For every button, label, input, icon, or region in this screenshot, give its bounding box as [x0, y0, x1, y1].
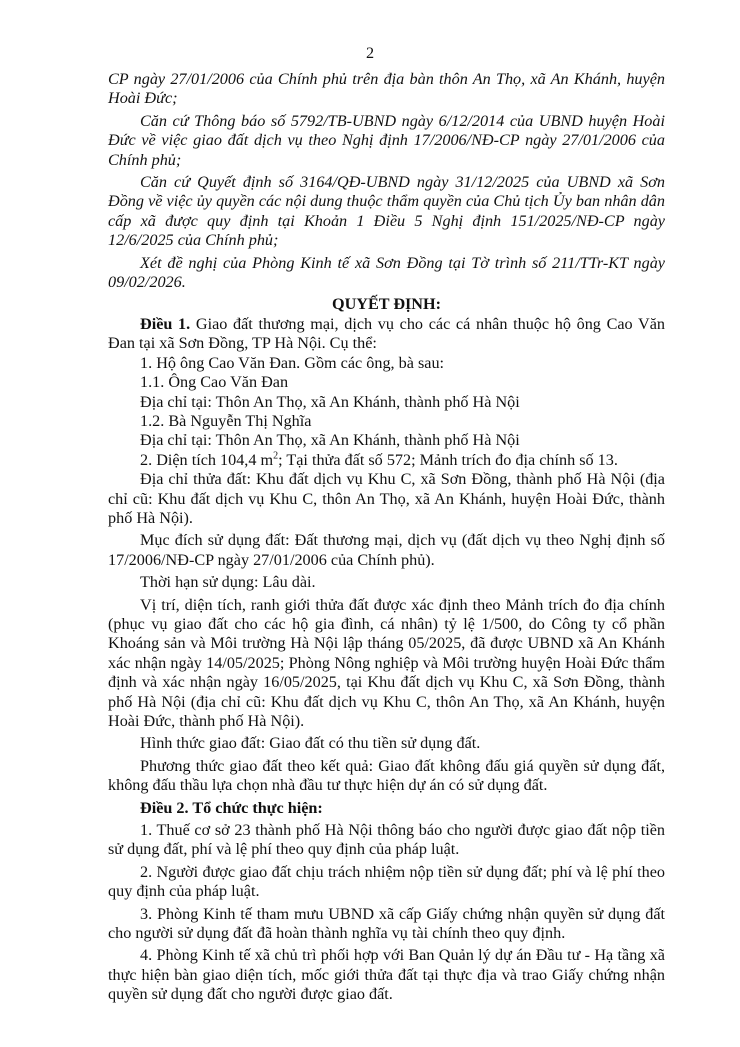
- preamble-proposal: Xét đề nghị của Phòng Kinh tế xã Sơn Đồng tại Tờ trình số 211/TTr-KT ngày 09/02/2026.: [108, 253, 665, 292]
- preamble-continuation: CP ngày 27/01/2006 của Chính phủ trên địa bàn thôn An Thọ, xã An Khánh, huyện Hoài Đức;: [108, 70, 665, 108]
- member-1-name: 1.1. Ông Cao Văn Đan: [140, 373, 289, 392]
- parcel-address: Địa chỉ thửa đất: Khu đất dịch vụ Khu C, xã Sơn Đồng, thành phố Hà Nội (địa chỉ cũ: Khu đất dịch vụ Khu C, thôn An Thọ, xã An Khánh, huyện Hoài Đức, thành phố Hà Nội).: [108, 470, 665, 527]
- article-2-item-2: 2. Người được giao đất chịu trách nhiệm nộp tiền sử dụng đất; phí và lệ phí theo quy định của pháp luật.: [108, 862, 665, 901]
- article-1-text: Giao đất thương mại, dịch vụ cho các cá nhân thuộc hộ ông Cao Văn Đan tại xã Sơn Đồng, TP Hà Nội. Cụ thể:: [108, 314, 666, 353]
- area-line: [108, 451, 665, 470]
- member-2-address: Địa chỉ tại: Thôn An Thọ, xã An Khánh, thành phố Hà Nội: [140, 431, 520, 450]
- household-line: 1. Hộ ông Cao Văn Đan. Gồm các ông, bà sau:: [140, 353, 445, 372]
- preamble-basis-decision: Căn cứ Quyết định số 3164/QĐ-UBND ngày 31/12/2025 của UBND xã Sơn Đồng về việc ủy quyền các nội dung thuộc thẩm quyền của Chủ tịch Ủy ban nhân dân cấp xã được quy định tại Khoản 1 Điều 5 Nghị định 151/2025/NĐ-CP ngày 12/6/2025 của Chính phủ;: [108, 173, 665, 250]
- preamble-basis-notice: Căn cứ Thông báo số 5792/TB-UBND ngày 6/12/2014 của UBND huyện Hoài Đức về việc giao đất dịch vụ theo Nghị định 17/2006/NĐ-CP ngày 27/01/2006 của Chính phủ;: [108, 111, 665, 169]
- land-use-purpose: Mục đích sử dụng đất: Đất thương mại, dịch vụ (đất dịch vụ theo Nghị định số 17/2006/NĐ-CP ngày 27/01/2006 của Chính phủ).: [108, 531, 665, 569]
- article-2-heading: Điều 2. Tổ chức thực hiện:: [140, 798, 323, 817]
- allocation-method: Phương thức giao đất theo kết quả: Giao đất không đấu giá quyền sử dụng đất, không đấu thầu lựa chọn nhà đầu tư thực hiện dự án có sử dụng đất.: [108, 756, 665, 795]
- decision-heading: QUYẾT ĐỊNH:: [332, 295, 441, 314]
- parcel-text: ; Tại thửa đất số 572; Mảnh trích đo địa chính số 13.: [278, 450, 618, 469]
- area-superscript: 2: [273, 450, 279, 462]
- article-1: [108, 315, 665, 354]
- document-body: [108, 70, 665, 1005]
- member-1-address: Địa chỉ tại: Thôn An Thọ, xã An Khánh, thành phố Hà Nội: [140, 392, 520, 411]
- article-2-item-1: 1. Thuế cơ sở 23 thành phố Hà Nội thông báo cho người được giao đất nộp tiền sử dụng đất, phí và lệ phí theo quy định của pháp luật.: [108, 821, 665, 859]
- parcel-location: Vị trí, diện tích, ranh giới thửa đất được xác định theo Mảnh trích đo địa chính (phục vụ giao đất cho các hộ gia đình, cá nhân) tỷ lệ 1/500, do Công ty cổ phần Khoáng sản và Môi trường Hà Nội lập tháng 05/2025, đã được UBND xã An Khánh xác nhận ngày 14/05/2025; Phòng Nông nghiệp và Môi trường huyện Hoài Đức thẩm định và xác nhận ngày 16/05/2025, tại Khu đất dịch vụ Khu C, xã Sơn Đồng, thành phố Hà Nội (địa chỉ cũ: Khu đất dịch vụ Khu C, thôn An Thọ, xã An Khánh, huyện Hoài Đức, thành phố Hà Nội).: [108, 595, 665, 730]
- area-text: 2. Diện tích 104,4 m: [140, 450, 274, 469]
- page-number: 2: [365, 44, 375, 62]
- article-1-label: Điều 1.: [140, 314, 191, 333]
- member-2-name: 1.2. Bà Nguyễn Thị Nghĩa: [140, 411, 312, 430]
- allocation-form: Hình thức giao đất: Giao đất có thu tiền sử dụng đất.: [140, 734, 481, 753]
- article-2-item-3: 3. Phòng Kinh tế tham mưu UBND xã cấp Giấy chứng nhận quyền sử dụng đất cho người sử dụng đất đã hoàn thành nghĩa vụ tài chính theo quy định.: [108, 904, 665, 943]
- use-term: Thời hạn sử dụng: Lâu dài.: [140, 573, 316, 592]
- article-2-item-4: 4. Phòng Kinh tế xã chủ trì phối hợp với Ban Quản lý dự án Đầu tư - Hạ tầng xã thực hiện bàn giao diện tích, mốc giới thửa đất tại thực địa và trao Giấy chứng nhận quyền sử dụng đất cho người được giao đất.: [108, 946, 665, 1004]
